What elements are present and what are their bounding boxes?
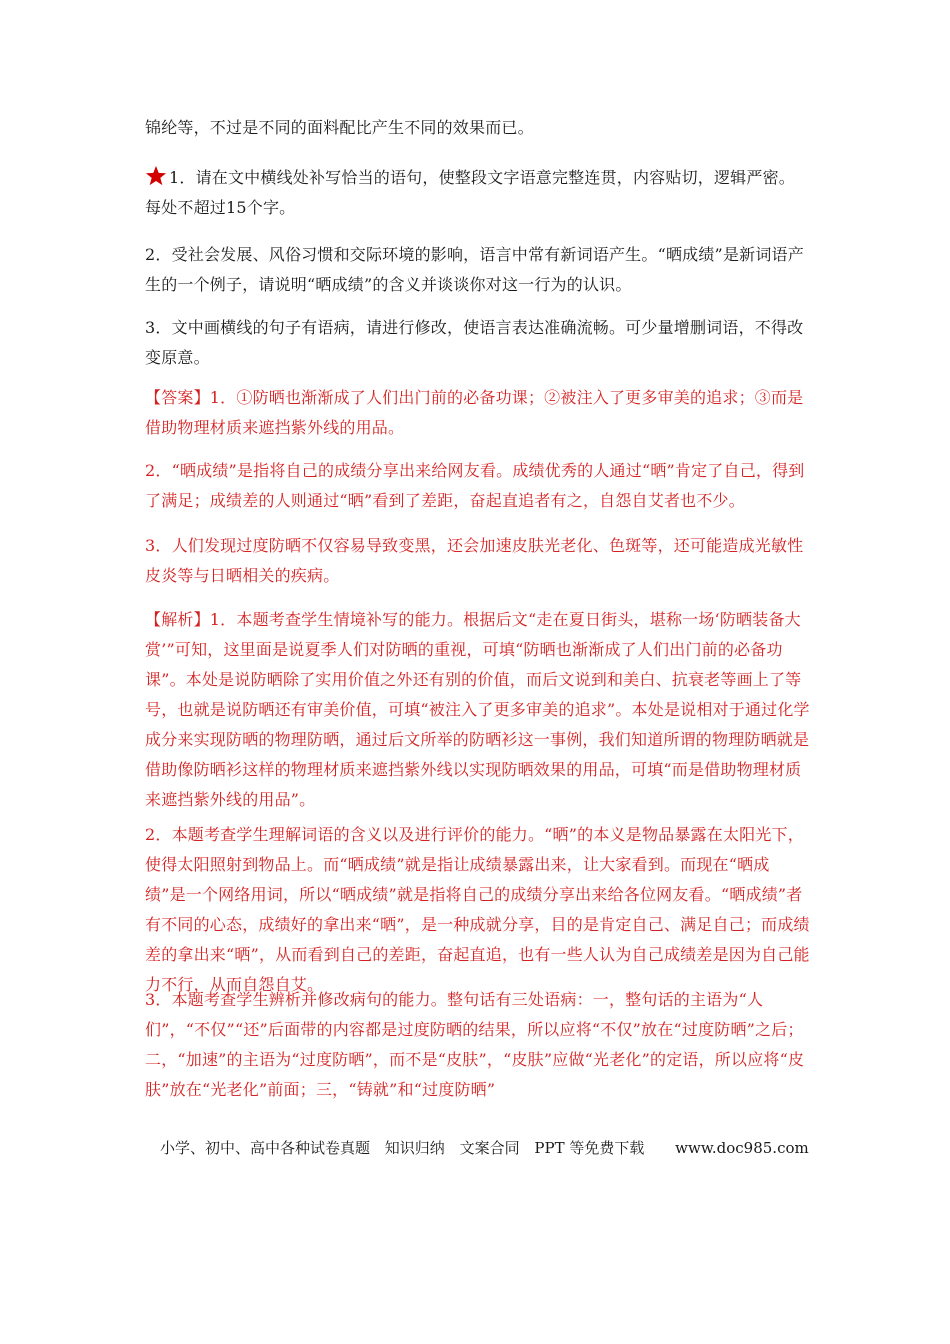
explanation-2: 2．本题考查学生理解词语的含义以及进行评价的能力。“晒”的本义是物品暴露在太阳光下，使得太阳照射到物品上。而“晒成绩”就是指让成绩暴露出来，让大家看到。而现在“晒成绩”是一个网络用词，所以“晒成绩”就是指将自己的成绩分享出来给各位网友看。“晒成绩”者有不同的心态，成绩好的拿出来“晒”，是一种成就分享，目的是肯定自己、满足自己；而成绩差的拿出来“晒”，从而看到自己的差距，奋起直追，也有一些人认为自己成绩差是因为自己能力不行，从而自怨自艾。: [145, 825, 810, 994]
question-2: 2．受社会发展、风俗习惯和交际环境的影响，语言中常有新词语产生。“晒成绩”是新词语产生的一个例子，请说明“晒成绩”的含义并谈谈你对这一行为的认识。: [145, 245, 804, 294]
footer-text-3: 文案合同: [459, 1139, 520, 1157]
star-icon: [145, 165, 167, 187]
question-1: [145, 163, 810, 223]
question-1-text: 1．请在文中横线处补写恰当的语句，使整段文字语意完整连贯，内容贴切，逻辑严密。每处不超过15个字。: [145, 168, 795, 217]
footer-text-4: PPT 等免费下载: [534, 1139, 645, 1157]
footer-url[interactable]: www.doc985.com: [675, 1139, 809, 1157]
explanation-3: 3．本题考查学生辨析并修改病句的能力。整句话有三处语病：一，整句话的主语为“人们”，“不仅”“还”后面带的内容都是过度防晒的结果，所以应将“不仅”放在“过度防晒”之后；二，“加速”的主语为“过度防晒”，而不是“皮肤”，“皮肤”应做“光老化”的定语，所以应将“皮肤”放在“光老化”前面；三，“铸就”和“过度防晒”: [145, 990, 805, 1099]
explanation-1: 【解析】1．本题考查学生情境补写的能力。根据后文“走在夏日街头，堪称一场‘防晒装备大赏’”可知，这里面是说夏季人们对防晒的重视，可填“防晒也渐渐成了人们出门前的必备功课”。本处是说防晒除了实用价值之外还有别的价值，而后文说到和美白、抗衰老等画上了等号，也就是说防晒还有审美价值，可填“被注入了更多审美的追求”。本处是说相对于通过化学成分来实现防晒的物理防晒，通过后文所举的防晒衫这一事例，我们知道所谓的物理防晒就是借助像防晒衫这样的物理材质来遮挡紫外线以实现防晒效果的用品，可填“而是借助物理材质来遮挡紫外线的用品”。: [145, 610, 810, 809]
intro-line: 锦纶等，不过是不同的面料配比产生不同的效果而已。: [145, 118, 534, 137]
answer-2: 2．“晒成绩”是指将自己的成绩分享出来给网友看。成绩优秀的人通过“晒”肯定了自己，得到了满足；成绩差的人则通过“晒”看到了差距，奋起直追者有之，自怨自艾者也不少。: [145, 461, 805, 510]
page-footer: [160, 1137, 809, 1159]
footer-text-2: 知识归纳: [384, 1139, 445, 1157]
footer-text-1: 小学、初中、高中各种试卷真题: [160, 1139, 371, 1157]
answer-3: 3．人们发现过度防晒不仅容易导致变黑，还会加速皮肤光老化、色斑等，还可能造成光敏性皮炎等与日晒相关的疾病。: [145, 536, 804, 585]
answer-1: 【答案】1．①防晒也渐渐成了人们出门前的必备功课；②被注入了更多审美的追求；③而是借助物理材质来遮挡紫外线的用品。: [145, 388, 804, 437]
question-3: 3．文中画横线的句子有语病，请进行修改，使语言表达准确流畅。可少量增删词语，不得改变原意。: [145, 318, 804, 367]
